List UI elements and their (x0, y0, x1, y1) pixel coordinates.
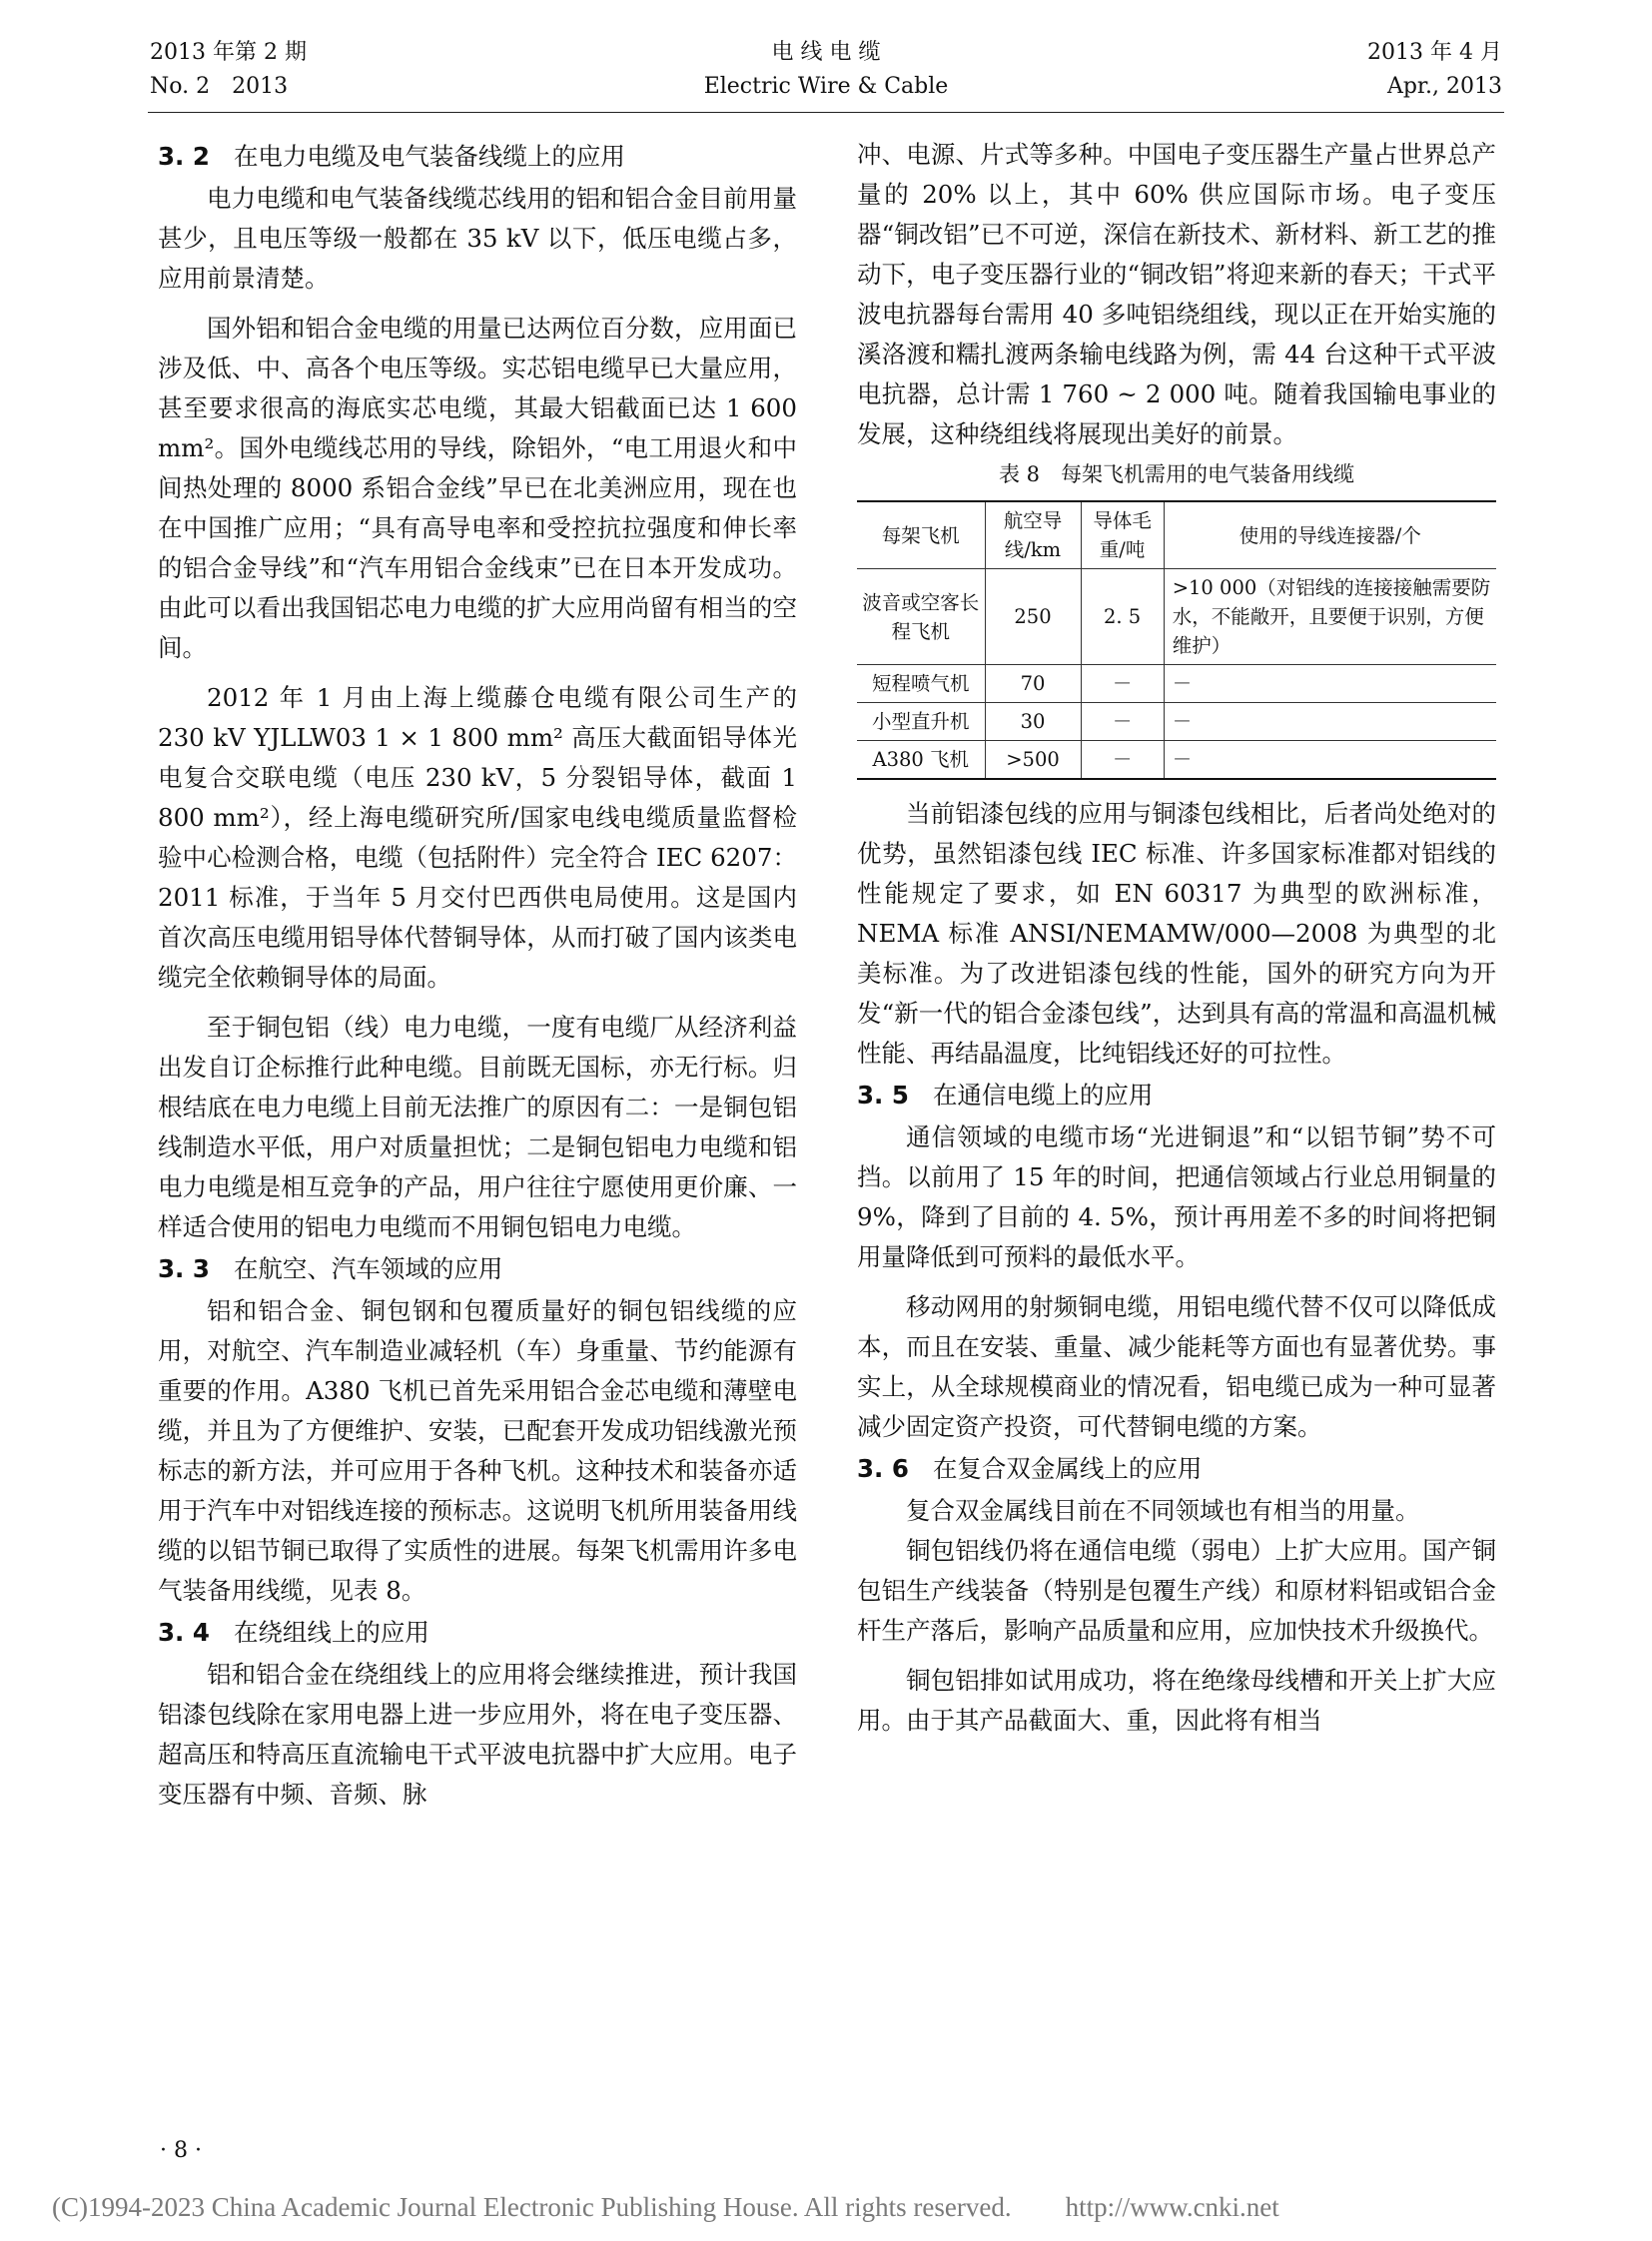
table-cell: － (1164, 665, 1496, 703)
paragraph: 通信领域的电缆市场“光进铜退”和“以铝节铜”势不可挡。以前用了 15 年的时间，把通信领域占行业总用铜量的 9%，降到了目前的 4. 5%，预计再用差不多的时间将把铜用量降低到可预料的最低水平。 (857, 1122, 1496, 1271)
table-row (857, 665, 1496, 703)
header-issue-cn: 2013 年第 2 期 (150, 40, 307, 65)
table-caption: 表 8 每架飞机需用的电气装备用线缆 (998, 462, 1355, 486)
table-cell: >10 000（对铝线的连接接触需要防水，不能敞开，且要便于识别，方便维护） (1164, 569, 1496, 665)
paragraph: 当前铝漆包线的应用与铜漆包线相比，后者尚处绝对的优势，虽然铝漆包线 IEC 标准、许多国家标准都对铝线的性能规定了要求，如 EN 60317 为典型的欧洲标准，NEMA 标准 ANSI/NEMAMW/000—2008 为典型的北美标准。为了改进铝漆包线的性能，国外的研究方向为开发“新一代的铝合金漆包线”，达到具有高的常温和高温机械性能、再结晶温度，比纯铝线还好的可拉性。 (857, 799, 1496, 1068)
page-number: · 8 · (160, 2138, 202, 2163)
table-cell: 250 (985, 569, 1081, 665)
section-number: 3. 3 (158, 1254, 210, 1283)
table-cell: 30 (985, 703, 1081, 741)
table-cell: A380 飞机 (857, 741, 985, 780)
table-header-cell: 导体毛重/吨 (1081, 501, 1164, 569)
section-title: 在航空、汽车领域的应用 (233, 1254, 503, 1283)
paragraph: 2012 年 1 月由上海上缆藤仓电缆有限公司生产的 230 kV YJLLW03 1 × 1 800 mm² 高压大截面铝导体光电复合交联电缆（电压 230 kV，5 分裂铝导体，截面 1 800 mm²），经上海电缆研究所/国家电线电缆质量监督检验中心检测合格，电缆（包括附件）完全符合 IEC 6207：2011 标准，于当年 5 月交付巴西供电局使用。这是国内首次高压电缆用铝导体代替铜导体，从而打破了国内该类电缆完全依赖铜导体的局面。 (158, 683, 797, 992)
paragraph: 复合双金属线目前在不同领域也有相当的用量。 (906, 1496, 1420, 1525)
header-date-en: Apr., 2013 (1386, 74, 1502, 99)
paragraph: 铜包铝线仍将在通信电缆（弱电）上扩大应用。国产铜包铝生产线装备（特别是包覆生产线）和原材料铝或铝合金杆生产落后，影响产品质量和应用，应加快技术升级换代。 (857, 1536, 1496, 1645)
journal-title-cn: 电 线 电 缆 (771, 40, 881, 65)
section-title: 在电力电缆及电气装备线缆上的应用 (233, 142, 625, 171)
section-number: 3. 6 (857, 1454, 909, 1483)
table-cell: 2. 5 (1081, 569, 1164, 665)
section-number: 3. 2 (158, 142, 210, 171)
table-row (857, 741, 1496, 780)
section-heading-3-2 (158, 137, 797, 177)
table-cell: － (1164, 741, 1496, 780)
table-header-cell: 使用的导线连接器/个 (1164, 501, 1496, 569)
paragraph: 国外铝和铝合金电缆的用量已达两位百分数，应用面已涉及低、中、高各个电压等级。实芯铝电缆早已大量应用，甚至要求很高的海底实芯电缆，其最大铝截面已达 1 600 mm²。国外电缆线芯用的导线，除铝外，“电工用退火和中间热处理的 8000 系铝合金线”早已在北美洲应用，现在也在中国推广应用；“具有高导电率和受控抗拉强度和伸长率的铝合金导线”和“汽车用铝合金线束”已在日本开发成功。由此可以看出我国铝芯电力电缆的扩大应用尚留有相当的空间。 (158, 314, 797, 662)
table-8 (857, 500, 1496, 780)
header-rule (148, 112, 1504, 113)
table-cell: 小型直升机 (857, 703, 985, 741)
paragraph: 至于铜包铝（线）电力电缆，一度有电缆厂从经济利益出发自订企标推行此种电缆。目前既无国标，亦无行标。归根结底在电力电缆上目前无法推广的原因有二：一是铜包铝线制造水平低，用户对质量担忧；二是铜包铝电力电缆和铝电力电缆是相互竞争的产品，用户往往宁愿使用更价廉、一样适合使用的铝电力电缆而不用铜包铝电力电缆。 (158, 1013, 797, 1241)
copyright-footer: (C)1994-2023 China Academic Journal Electronic Publishing House. All rights reserved. http://www.cnki.net (52, 2192, 1279, 2222)
table-row (857, 569, 1496, 665)
section-title: 在复合双金属线上的应用 (932, 1454, 1203, 1483)
table-cell: 波音或空客长程飞机 (857, 569, 985, 665)
section-heading-3-5 (857, 1076, 1496, 1116)
section-heading-3-3 (158, 1249, 797, 1289)
table-cell: － (1081, 741, 1164, 780)
paragraph: 铝和铝合金、铜包钢和包覆质量好的铜包铝线缆的应用，对航空、汽车制造业减轻机（车）身重量、节约能源有重要的作用。A380 飞机已首先采用铝合金芯电缆和薄壁电缆，并且为了方便维护、安装，已配套开发成功铝线激光预标志的新方法，并可应用于各种飞机。这种技术和装备亦适用于汽车中对铝线连接的预标志。这说明飞机所用装备用线缆的以铝节铜已取得了实质性的进展。每架飞机需用许多电气装备用线缆，见表 8。 (158, 1296, 797, 1605)
header-issue-en: No. 2 2013 (150, 74, 289, 99)
header-date-cn: 2013 年 4 月 (1367, 40, 1502, 65)
table-cell: － (1081, 665, 1164, 703)
paragraph: 铜包铝排如试用成功，将在绝缘母线槽和开关上扩大应用。由于其产品截面大、重，因此将有相当 (857, 1666, 1496, 1735)
section-title: 在通信电缆上的应用 (932, 1081, 1154, 1110)
paragraph: 铝和铝合金在绕组线上的应用将会继续推进，预计我国铝漆包线除在家用电器上进一步应用外，将在电子变压器、超高压和特高压直流输电干式平波电抗器中扩大应用。电子变压器有中频、音频、脉 (158, 1660, 797, 1809)
table-cell: 短程喷气机 (857, 665, 985, 703)
table-header-cell: 航空导线/km (985, 501, 1081, 569)
table-cell: >500 (985, 741, 1081, 780)
table-row (857, 703, 1496, 741)
header-date (1367, 36, 1502, 104)
table-cell: － (1081, 703, 1164, 741)
table-cell: － (1164, 703, 1496, 741)
left-column (158, 135, 797, 1815)
paragraph: 电力电缆和电气装备线缆芯线用的铝和铝合金目前用量甚少，且电压等级一般都在 35 kV 以下，低压电缆占多，应用前景清楚。 (158, 184, 797, 293)
table-cell: 70 (985, 665, 1081, 703)
table-header-row (857, 501, 1496, 569)
journal-title-en: Electric Wire & Cable (703, 74, 949, 99)
section-title: 在绕组线上的应用 (233, 1618, 429, 1647)
section-number: 3. 4 (158, 1618, 210, 1647)
paragraph-continued: 冲、电源、片式等多种。中国电子变压器生产量占世界总产量的 20% 以上，其中 60% 供应国际市场。电子变压器“铜改铝”已不可逆，深信在新技术、新材料、新工艺的推动下，电子变压器行业的“铜改铝”将迎来新的春天；干式平波电抗器每台需用 40 多吨铝绕组线，现以正在开始实施的溪洛渡和糯扎渡两条输电线路为例，需 44 台这种干式平波电抗器，总计需 1 760 ~ 2 000 吨。随着我国输电事业的发展，这种绕组线将展现出美好的前景。 (857, 140, 1496, 448)
section-heading-3-6 (857, 1449, 1496, 1489)
paragraph: 移动网用的射频铜电缆，用铝电缆代替不仅可以降低成本，而且在安装、重量、减少能耗等方面也有显著优势。事实上，从全球规模商业的情况看，铝电缆已成为一种可显著减少固定资产投资，可代替铜电缆的方案。 (857, 1292, 1496, 1441)
table-header-cell: 每架飞机 (857, 501, 985, 569)
section-heading-3-4 (158, 1613, 797, 1653)
section-number: 3. 5 (857, 1081, 909, 1110)
right-column (857, 135, 1496, 1741)
